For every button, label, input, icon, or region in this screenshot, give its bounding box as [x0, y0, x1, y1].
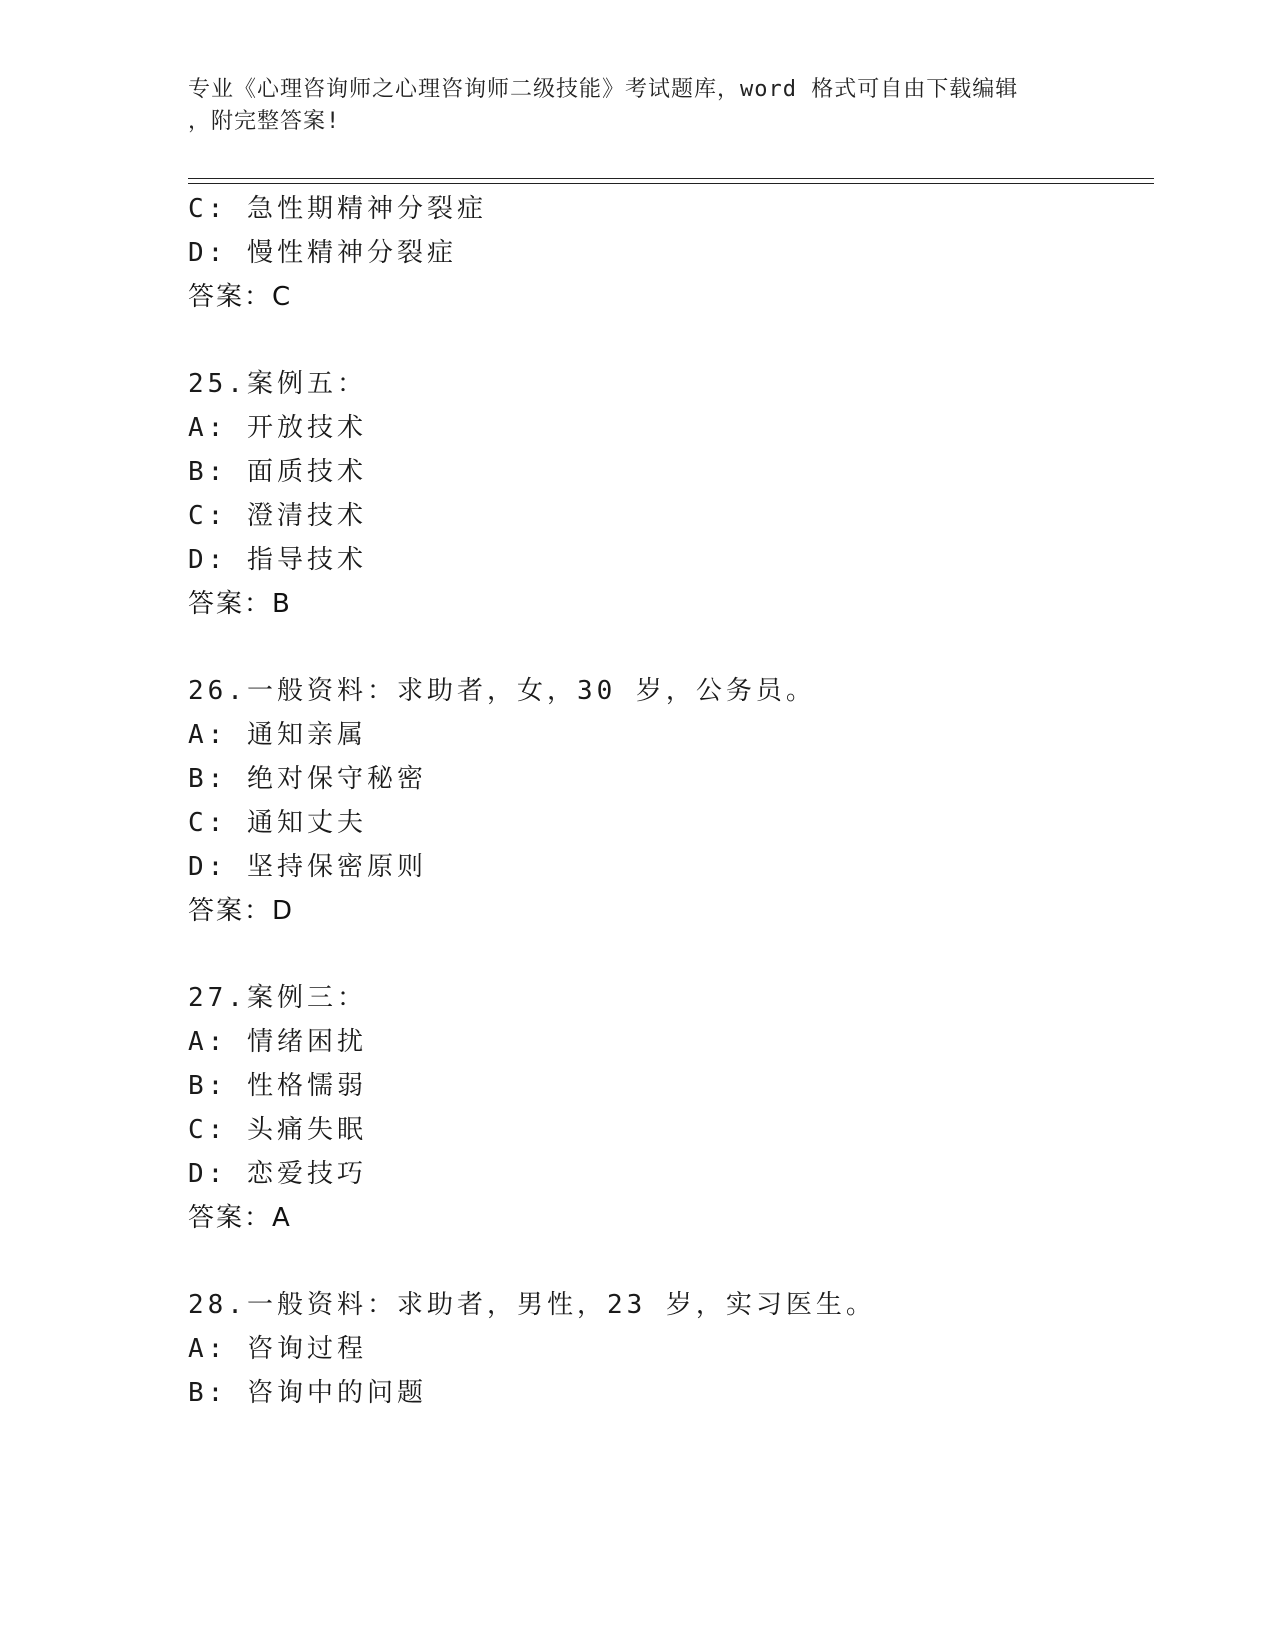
q27-option-c: C: 头痛失眠 — [188, 1115, 367, 1145]
prev-option-d: D: 慢性精神分裂症 — [188, 238, 457, 268]
prev-option-c: C: 急性期精神分裂症 — [188, 194, 487, 224]
q28-option-a: A: 咨询过程 — [188, 1334, 367, 1364]
q27-option-a: A: 情绪困扰 — [188, 1027, 367, 1057]
document-header — [188, 74, 1088, 138]
q25-option-d: D: 指导技术 — [188, 545, 367, 575]
q26-question: 26.一般资料：求助者，女，30 岁，公务员。 — [188, 676, 816, 706]
header-divider-top — [188, 178, 1154, 179]
prev-answer: 答案：C — [188, 282, 293, 312]
q26-answer: 答案：D — [188, 896, 295, 926]
q25-option-c: C: 澄清技术 — [188, 501, 367, 531]
q25-option-b: B: 面质技术 — [188, 457, 367, 487]
q26-option-b: B: 绝对保守秘密 — [188, 764, 427, 794]
q27-option-b: B: 性格懦弱 — [188, 1071, 367, 1101]
header-divider-bottom — [188, 183, 1154, 184]
header-line-2: ，附完整答案! — [188, 109, 341, 134]
q27-answer: 答案：A — [188, 1203, 292, 1233]
q28-option-b: B: 咨询中的问题 — [188, 1378, 427, 1408]
q26-option-c: C: 通知丈夫 — [188, 808, 367, 838]
q25-answer: 答案：B — [188, 589, 292, 619]
q27-option-d: D: 恋爱技巧 — [188, 1159, 367, 1189]
q27-question: 27.案例三： — [188, 983, 367, 1013]
q25-option-a: A: 开放技术 — [188, 413, 367, 443]
q28-question: 28.一般资料：求助者，男性，23 岁，实习医生。 — [188, 1290, 876, 1320]
q26-option-a: A: 通知亲属 — [188, 720, 367, 750]
q25-question: 25.案例五： — [188, 369, 367, 399]
header-line-1: 专业《心理咨询师之心理咨询师二级技能》考试题库，word 格式可自由下载编辑 — [188, 77, 1019, 102]
q26-option-d: D: 坚持保密原则 — [188, 852, 427, 882]
